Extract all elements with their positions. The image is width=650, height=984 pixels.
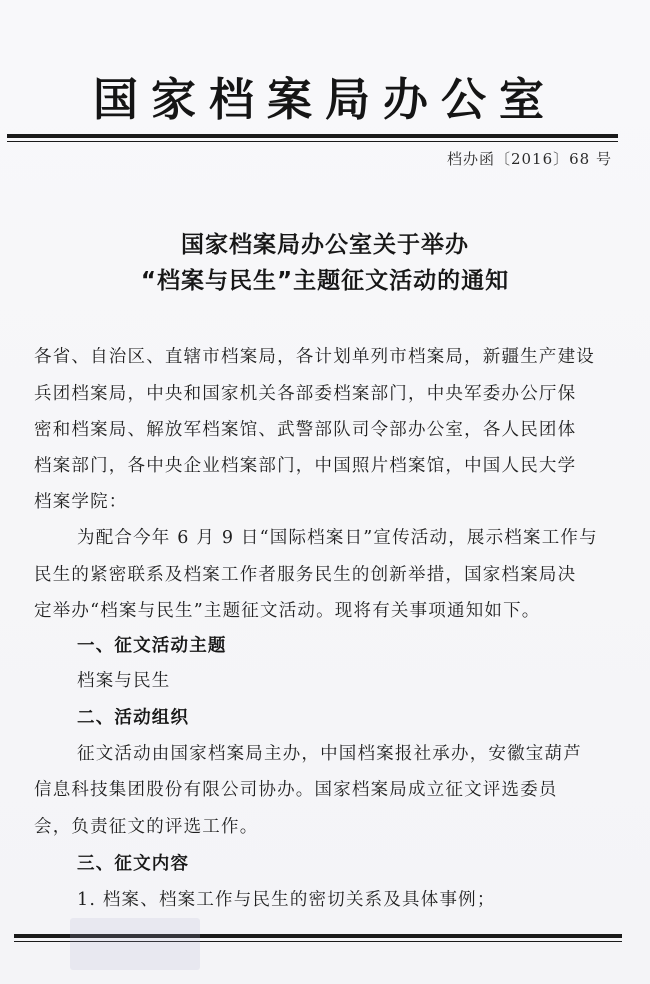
organization-line: 会，负责征文的评选工作。	[34, 817, 259, 837]
header-rule-thick	[7, 134, 618, 138]
content-item-1: 1. 档案、档案工作与民生的密切关系及具体事例；	[77, 890, 496, 910]
notice-title-line-1: 国家档案局办公室关于举办	[181, 232, 469, 258]
section-heading-content: 三、征文内容	[77, 854, 190, 874]
scan-smudge	[70, 918, 200, 970]
notice-title-line-2: “档案与民生”主题征文活动的通知	[140, 268, 510, 294]
intro-line: 民生的紧密联系及档案工作者服务民生的创新举措，国家档案局决	[34, 565, 577, 585]
organization-line: 信息科技集团股份有限公司协办。国家档案局成立征文评选委员	[34, 780, 558, 800]
organization-line: 征文活动由国家档案局主办，中国档案报社承办，安徽宝葫芦	[77, 744, 582, 764]
recipients-line: 各省、自治区、直辖市档案局，各计划单列市档案局，新疆生产建设	[34, 347, 595, 367]
section-theme-text: 档案与民生	[77, 671, 171, 691]
section-heading-organization: 二、活动组织	[77, 708, 190, 728]
recipients-line: 档案部门，各中央企业档案部门，中国照片档案馆，中国人民大学	[34, 456, 577, 476]
issuing-organization-title: 国家档案局办公室	[92, 73, 557, 126]
document-number: 档办函〔2016〕68 号	[446, 150, 612, 168]
header-rule-thin	[7, 141, 618, 142]
recipients-line: 密和档案局、解放军档案馆、武警部队司令部办公室，各人民团体	[34, 420, 577, 440]
section-heading-theme: 一、征文活动主题	[77, 636, 227, 656]
intro-line: 为配合今年 6 月 9 日“国际档案日”宣传活动，展示档案工作与	[77, 528, 598, 548]
intro-line: 定举办“档案与民生”主题征文活动。现将有关事项通知如下。	[34, 601, 541, 621]
recipients-line: 档案学院：	[34, 492, 128, 512]
recipients-line: 兵团档案局，中央和国家机关各部委档案部门，中央军委办公厅保	[34, 384, 577, 404]
